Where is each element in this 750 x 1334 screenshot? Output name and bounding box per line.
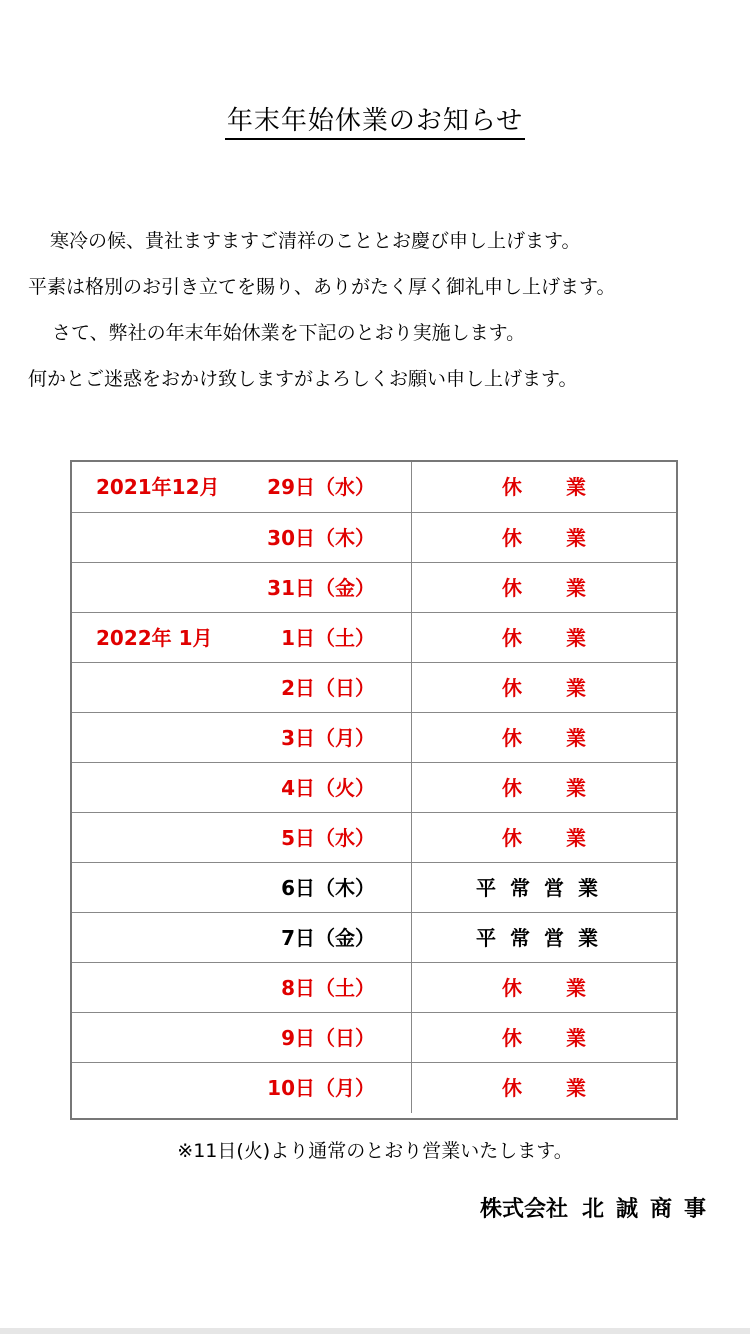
date-cell	[72, 663, 412, 713]
date-cell	[72, 913, 412, 963]
table-row	[72, 912, 676, 963]
day: 2日（日）	[281, 676, 375, 700]
notice-title-text: 年末年始休業のお知らせ	[225, 106, 525, 140]
status-cell: 休業	[502, 826, 630, 850]
date-cell	[72, 713, 412, 763]
day: 31日（金）	[267, 576, 375, 600]
table-row	[72, 712, 676, 763]
table-row	[72, 562, 676, 613]
day: 1日（土）	[281, 626, 375, 650]
company-name: 北誠商事	[581, 1197, 718, 1222]
day: 30日（木）	[267, 526, 375, 550]
status-cell: 休業	[502, 475, 630, 499]
status-cell: 休業	[502, 1076, 630, 1100]
day: 8日（土）	[281, 976, 375, 1000]
company-prefix: 株式会社	[479, 1197, 568, 1222]
date-cell	[72, 763, 412, 813]
date-cell	[72, 613, 412, 663]
table-row	[72, 612, 676, 663]
status-cell: 平常営業	[476, 926, 612, 950]
day: 9日（日）	[281, 1026, 375, 1050]
day: 4日（火）	[281, 776, 375, 800]
date-cell	[72, 1063, 412, 1113]
status-cell: 休業	[502, 776, 630, 800]
bottom-scroll-edge	[0, 1328, 750, 1334]
day: 29日（水）	[267, 475, 375, 499]
status-cell: 休業	[502, 576, 630, 600]
status-cell: 休業	[502, 526, 630, 550]
day: 3日（月）	[281, 726, 375, 750]
table-row	[72, 1062, 676, 1113]
day: 5日（水）	[281, 826, 375, 850]
notice-title	[0, 100, 750, 137]
day: 7日（金）	[281, 926, 375, 950]
table-row	[72, 812, 676, 863]
table-row	[72, 762, 676, 813]
table-row	[72, 1012, 676, 1063]
date-cell	[72, 563, 412, 613]
company-signature	[480, 1192, 718, 1223]
date-cell	[72, 813, 412, 863]
status-cell: 休業	[502, 1026, 630, 1050]
date-cell	[72, 462, 412, 512]
year-month: 2022年 1月	[96, 626, 213, 650]
status-cell: 休業	[502, 676, 630, 700]
table-row	[72, 512, 676, 563]
status-cell: 休業	[502, 726, 630, 750]
table-row	[72, 862, 676, 913]
greeting-line-3: さて、弊社の年末年始休業を下記のとおり実施します。	[52, 322, 526, 344]
greeting-line-1: 寒冷の候、貴社ますますご清祥のこととお慶び申し上げます。	[50, 230, 581, 252]
date-cell	[72, 863, 412, 913]
status-cell: 平常営業	[476, 876, 612, 900]
date-cell	[72, 963, 412, 1013]
table-row	[72, 662, 676, 713]
resume-note: ※11日(火)より通常のとおり営業いたします。	[177, 1140, 573, 1162]
table-row	[72, 462, 676, 512]
status-cell: 休業	[502, 976, 630, 1000]
date-cell	[72, 513, 412, 563]
table-row	[72, 962, 676, 1013]
holiday-schedule-table	[70, 460, 678, 1120]
greeting-line-2: 平素は格別のお引き立てを賜り、ありがたく厚く御礼申し上げます。	[28, 276, 616, 298]
day: 6日（木）	[281, 876, 375, 900]
date-cell	[72, 1013, 412, 1063]
greeting-line-4: 何かとご迷惑をおかけ致しますがよろしくお願い申し上げます。	[28, 368, 578, 390]
status-cell: 休業	[502, 626, 630, 650]
year-month: 2021年12月	[96, 475, 220, 499]
day: 10日（月）	[267, 1076, 375, 1100]
